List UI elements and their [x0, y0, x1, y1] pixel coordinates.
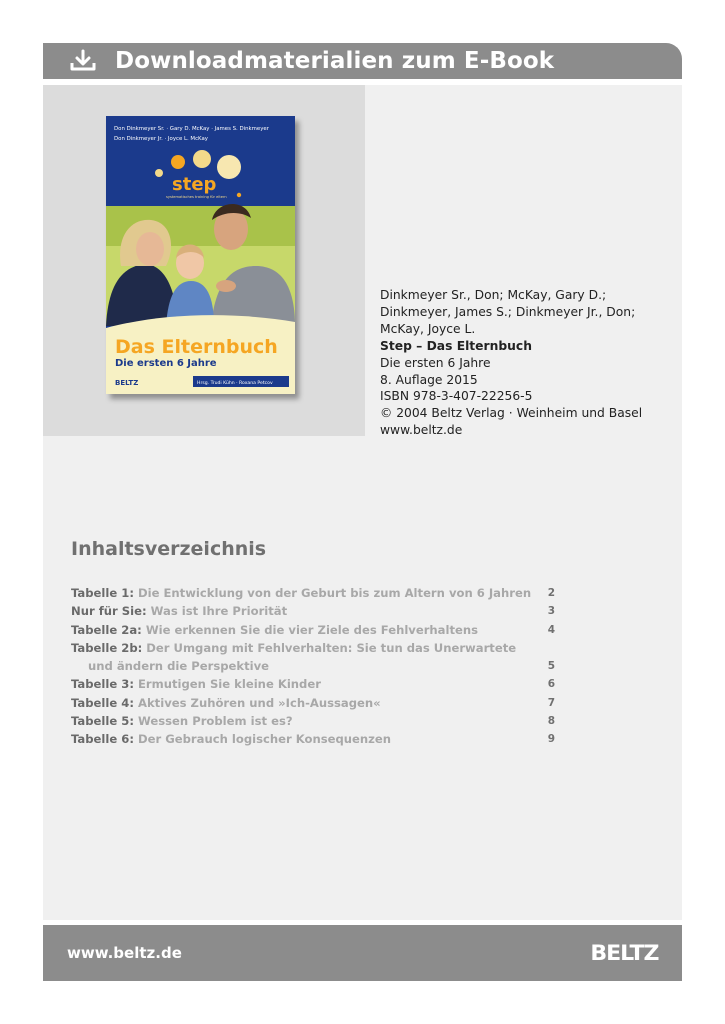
- info-edition: 8. Auflage 2015: [380, 372, 478, 387]
- cover-authors-line1: Don Dinkmeyer Sr. · Gary D. McKay · James S. Dinkmeyer: [114, 126, 269, 132]
- toc-item-title: Wie erkennen Sie die vier Ziele des Fehlverhaltens: [145, 622, 479, 637]
- toc-item-page: 8: [547, 715, 555, 728]
- toc-item-label: Tabelle 6:: [71, 732, 134, 747]
- toc-item-page: 9: [547, 733, 555, 746]
- toc-item-page: 7: [547, 696, 555, 709]
- page-title: Downloadmaterialien zum E-Book: [115, 48, 555, 74]
- book-cover: [106, 116, 295, 394]
- toc-item[interactable]: [71, 730, 555, 748]
- cover-area: [43, 85, 365, 436]
- toc-item-page: 3: [547, 605, 555, 618]
- toc-item[interactable]: [71, 712, 555, 730]
- download-icon: [69, 49, 97, 73]
- cover-editors: Hrsg. Trudi Kühn · Roxana Petcov: [197, 381, 273, 386]
- toc-item-title: Was ist Ihre Priorität: [150, 604, 288, 619]
- footer-bar: [43, 925, 682, 981]
- info-title: Step – Das Elternbuch: [380, 338, 532, 353]
- cover-tagline: systematisches training für eltern: [166, 195, 227, 199]
- toc-item-label: Tabelle 2b:: [71, 640, 143, 655]
- main-panel: [43, 85, 682, 920]
- toc-item-title: Ermutigen Sie kleine Kinder: [138, 677, 321, 692]
- toc-item-label: Nur für Sie:: [71, 604, 147, 619]
- toc-item-title: Der Umgang mit Fehlverhalten: Sie tun das Unerwartete: [146, 640, 517, 655]
- table-of-contents: [71, 584, 555, 749]
- cover-subtitle: Die ersten 6 Jahre: [115, 358, 217, 369]
- info-isbn: ISBN 978-3-407-22256-5: [380, 389, 533, 404]
- toc-item-label: Tabelle 4:: [71, 695, 134, 710]
- toc-item-page: 4: [547, 623, 555, 636]
- beltz-logo: BELTZ: [590, 941, 659, 965]
- toc-item[interactable]: [71, 675, 555, 693]
- header-bar: [43, 43, 682, 79]
- toc-item[interactable]: [71, 602, 555, 620]
- toc-item-page: 6: [547, 678, 555, 691]
- toc-item-title: Wessen Problem ist es?: [138, 714, 293, 729]
- toc-item-label: Tabelle 1:: [71, 586, 134, 600]
- toc-item-label: Tabelle 3:: [71, 677, 134, 692]
- info-subtitle: Die ersten 6 Jahre: [380, 355, 491, 370]
- book-info: [380, 287, 680, 439]
- toc-item[interactable]: [71, 584, 555, 602]
- info-authors-line1: Dinkmeyer Sr., Don; McKay, Gary D.;: [380, 288, 607, 302]
- info-website: www.beltz.de: [380, 423, 463, 438]
- info-authors-line3: McKay, Joyce L.: [380, 321, 476, 336]
- info-copyright: © 2004 Beltz Verlag · Weinheim und Basel: [380, 406, 643, 421]
- cover-authors-line2: Don Dinkmeyer Jr. · Joyce L. McKay: [114, 136, 208, 142]
- toc-item-page: 2: [547, 587, 555, 599]
- footer-url[interactable]: www.beltz.de: [67, 944, 182, 962]
- toc-item[interactable]: [71, 639, 555, 657]
- toc-item-label: Tabelle 5:: [71, 714, 134, 729]
- toc-item-page: 5: [547, 660, 555, 673]
- cover-logo: step: [172, 174, 217, 195]
- toc-item[interactable]: [71, 621, 555, 639]
- toc-item-continuation[interactable]: [71, 657, 555, 675]
- toc-item-label: Tabelle 2a:: [71, 622, 142, 637]
- toc-item-title: Aktives Zuhören und »Ich-Aussagen«: [138, 695, 381, 710]
- toc-heading: Inhaltsverzeichnis: [71, 538, 267, 560]
- info-authors-line2: Dinkmeyer, James S.; Dinkmeyer Jr., Don;: [380, 304, 636, 319]
- toc-item-title: Der Gebrauch logischer Konsequenzen: [138, 732, 392, 747]
- toc-item[interactable]: [71, 694, 555, 712]
- cover-publisher: BELTZ: [115, 379, 139, 387]
- toc-item-title: Die Entwicklung von der Geburt bis zum Altern von 6 Jahren: [138, 586, 532, 600]
- cover-title: Das Elternbuch: [115, 336, 278, 358]
- toc-item-title-cont: und ändern die Perspektive: [88, 659, 270, 674]
